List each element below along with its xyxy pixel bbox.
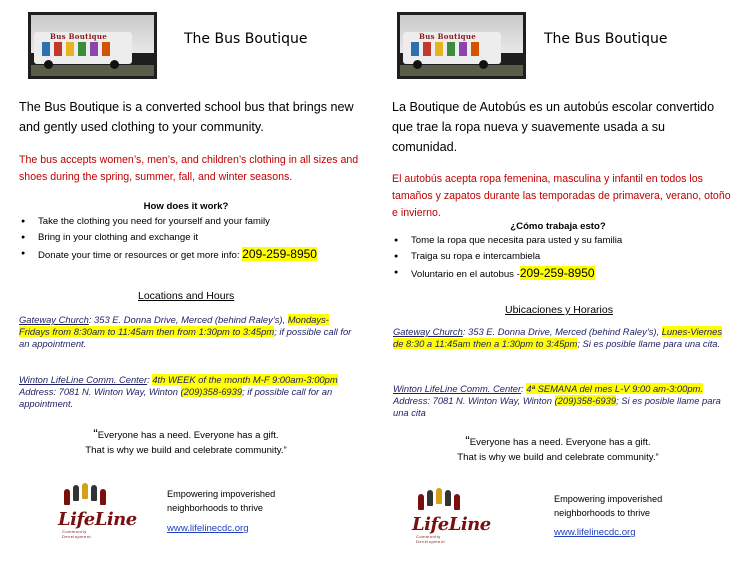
bus-photo — [28, 12, 157, 79]
location-hours: Mondays-Fridays from 8:30am to 11:45am then from 1:30pm to 3:45pm — [19, 314, 329, 337]
empowering-tagline: Empowering impoverished neighborhoods to thrive — [554, 494, 663, 518]
lifeline-logo: LifeLine Community Development — [58, 483, 116, 535]
community-quote: “Everyone has a need. Everyone has a gift. That is why we build and celebrate community.” — [457, 433, 659, 463]
location-name: Gateway Church — [19, 314, 89, 325]
bus-photo — [397, 12, 526, 79]
location-winton-center: Winton LifeLine Comm. Center: 4th WEEK of the month M-F 9:00am-3:00pm Address: 7081 N. Winton Way, Winton (209)358-6939; if possible call for an appointment. — [19, 374, 338, 409]
intro-text: The Bus Boutique is a converted school bus that brings new and gently used clothing to your community. — [19, 100, 354, 134]
list-item: ● Donate your time or resources or get more info: 209-259-8950 — [19, 246, 364, 262]
intro-text: La Boutique de Autobús es un autobús escolar convertido que trae la ropa nueva y suavemente usada a su comunidad. — [392, 100, 715, 154]
location-name: Winton LifeLine Comm. Center — [393, 383, 522, 394]
list-item: ● Take the clothing you need for yourself and your family — [19, 214, 364, 230]
accepts-text: The bus accepts women’s, men’s, and children’s clothing in all sizes and shoes during the spring, summer, fall, and winter seasons. — [19, 154, 359, 183]
spanish-flyer — [372, 0, 744, 563]
how-it-works-list — [19, 214, 364, 262]
how-it-works-heading: How does it work? — [143, 201, 229, 212]
location-gateway-church: Gateway Church: 353 E. Donna Drive, Merced (behind Raley’s), Lunes-Viernes de 8:30 a 11:45am then a 1:30pm to 3:45pm; Si es posible llame para una cita. — [393, 326, 723, 349]
flyer-title: The Bus Boutique — [184, 31, 308, 47]
location-winton-center: Winton LifeLine Comm. Center: 4ª SEMANA del mes L-V 9:00 am-3:00pm. Address: 7081 N. Winton Way, Winton (209)358-6939; Si es posible llame para una cita — [393, 383, 721, 418]
website-link[interactable]: www.lifelinecdc.org — [554, 527, 636, 538]
locations-heading: Locations and Hours — [138, 290, 235, 302]
list-item: ● Bring in your clothing and exchange it — [19, 230, 364, 246]
location-hours: 4ª SEMANA del mes L-V 9:00 am-3:00pm. — [526, 383, 703, 394]
location-phone: (209)358-6939 — [554, 395, 617, 406]
location-gateway-church: Gateway Church: 353 E. Donna Drive, Merced (behind Raley’s), Mondays-Fridays from 8:30am to 11:45am then from 1:30pm to 3:45pm; if possible call for an appointment. — [19, 314, 352, 349]
empowering-tagline: Empowering impoverished neighborhoods to thrive — [167, 489, 276, 513]
how-it-works-heading: ¿Cómo trabaja esto? — [510, 221, 606, 232]
accepts-text: El autobús acepta ropa femenina, masculina y infantil en todos los tamaños y zapatos durante las temporadas de primavera, verano, otoño e invierno. — [392, 173, 731, 219]
list-item: ● Voluntario en el autobus -209-259-8950 — [392, 265, 737, 281]
location-hours: Lunes-Viernes de 8:30 a 11:45am then a 1:30pm to 3:45pm — [393, 326, 723, 349]
phone-number: 209-259-8950 — [519, 266, 595, 280]
location-name: Gateway Church — [393, 326, 463, 337]
phone-number: 209-259-8950 — [242, 247, 317, 261]
flyer-title: The Bus Boutique — [544, 31, 668, 47]
lifeline-logo: LifeLine Community Development — [412, 488, 470, 540]
bus-painted-name: Bus Boutique — [419, 32, 476, 41]
locations-heading: Ubicaciones y Horarios — [505, 304, 613, 316]
list-item: ● Tome la ropa que necesita para usted y su familia — [392, 233, 737, 249]
website-link[interactable]: www.lifelinecdc.org — [167, 523, 249, 534]
bus-painted-name: Bus Boutique — [50, 32, 107, 41]
location-hours: 4th WEEK of the month M-F 9:00am-3:00pm — [152, 374, 338, 385]
how-it-works-list — [392, 233, 737, 281]
location-name: Winton LifeLine Comm. Center — [19, 374, 148, 385]
list-item: ● Traiga su ropa e intercambiela — [392, 249, 737, 265]
community-quote: “Everyone has a need. Everyone has a gift. That is why we build and celebrate community.” — [85, 426, 287, 456]
location-phone: (209)358-6939 — [180, 386, 243, 397]
